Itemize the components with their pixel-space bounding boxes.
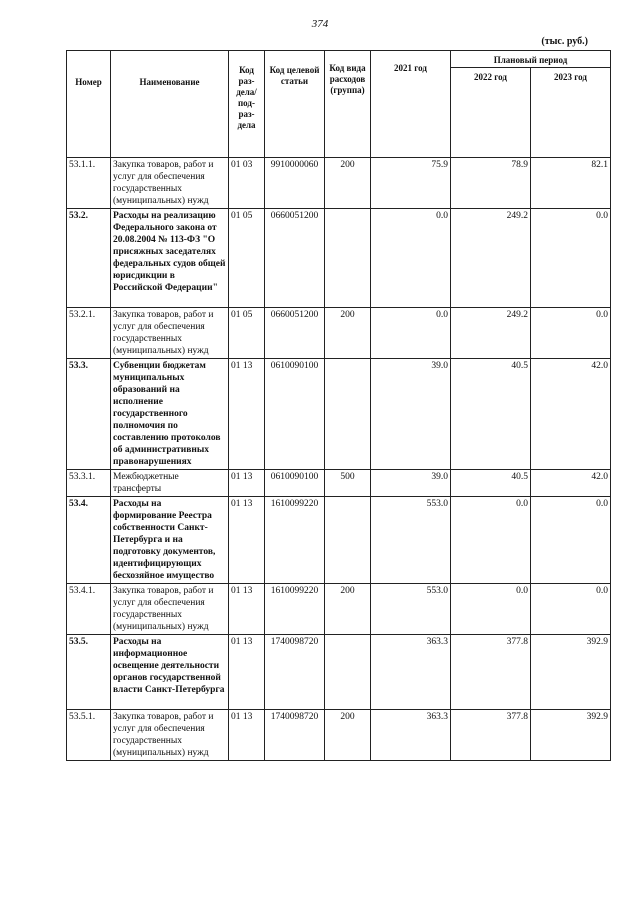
table-row bbox=[67, 710, 611, 761]
header-expense: Код вида расходов (группа) bbox=[325, 51, 371, 158]
row-2021: 39.0 bbox=[371, 359, 451, 470]
row-section: 01 13 bbox=[229, 470, 265, 497]
header-name: Наименование bbox=[111, 51, 229, 158]
row-section: 01 13 bbox=[229, 359, 265, 470]
table-row bbox=[67, 209, 611, 308]
row-2022: 377.8 bbox=[451, 635, 531, 710]
row-2021: 39.0 bbox=[371, 470, 451, 497]
row-section: 01 13 bbox=[229, 584, 265, 635]
table-row bbox=[67, 308, 611, 359]
header-section: Код раз-дела/ под-раз-дела bbox=[229, 51, 265, 158]
header-2022: 2022 год bbox=[451, 68, 531, 158]
row-number: 53.4. bbox=[67, 497, 111, 584]
row-section: 01 05 bbox=[229, 209, 265, 308]
row-name: Закупка товаров, работ и услуг для обеспечения государственных (муниципальных) нужд bbox=[111, 308, 229, 359]
row-2022: 377.8 bbox=[451, 710, 531, 761]
row-section: 01 13 bbox=[229, 497, 265, 584]
row-section: 01 13 bbox=[229, 635, 265, 710]
row-2022: 78.9 bbox=[451, 158, 531, 209]
row-number: 53.3.1. bbox=[67, 470, 111, 497]
row-section: 01 03 bbox=[229, 158, 265, 209]
row-expense: 200 bbox=[325, 710, 371, 761]
table-body bbox=[67, 158, 611, 761]
table-row bbox=[67, 158, 611, 209]
row-number: 53.2.1. bbox=[67, 308, 111, 359]
table-row bbox=[67, 635, 611, 710]
row-2021: 0.0 bbox=[371, 209, 451, 308]
row-target: 0610090100 bbox=[265, 470, 325, 497]
row-2023: 392.9 bbox=[531, 710, 611, 761]
row-number: 53.1.1. bbox=[67, 158, 111, 209]
row-target: 1610099220 bbox=[265, 584, 325, 635]
row-target: 0610090100 bbox=[265, 359, 325, 470]
row-2023: 42.0 bbox=[531, 470, 611, 497]
row-2022: 249.2 bbox=[451, 308, 531, 359]
row-expense: 200 bbox=[325, 158, 371, 209]
row-2023: 0.0 bbox=[531, 584, 611, 635]
row-target: 1740098720 bbox=[265, 710, 325, 761]
table-row bbox=[67, 497, 611, 584]
header-2021: 2021 год bbox=[371, 51, 451, 158]
row-2021: 363.3 bbox=[371, 635, 451, 710]
row-2023: 82.1 bbox=[531, 158, 611, 209]
row-2021: 363.3 bbox=[371, 710, 451, 761]
units-label: (тыс. руб.) bbox=[541, 36, 588, 47]
header-target: Код целевой статьи bbox=[265, 51, 325, 158]
row-number: 53.5.1. bbox=[67, 710, 111, 761]
row-expense bbox=[325, 359, 371, 470]
row-2023: 0.0 bbox=[531, 209, 611, 308]
row-name: Расходы на реализацию Федерального закона от 20.08.2004 № 113-ФЗ "О присяжных заседателях федеральных судов общей юрисдикции в Российской Федерации" bbox=[111, 209, 229, 308]
row-2021: 0.0 bbox=[371, 308, 451, 359]
row-number: 53.2. bbox=[67, 209, 111, 308]
row-2022: 40.5 bbox=[451, 470, 531, 497]
row-target: 1740098720 bbox=[265, 635, 325, 710]
header-2023: 2023 год bbox=[531, 68, 611, 158]
row-number: 53.4.1. bbox=[67, 584, 111, 635]
row-name: Закупка товаров, работ и услуг для обеспечения государственных (муниципальных) нужд bbox=[111, 710, 229, 761]
row-name: Закупка товаров, работ и услуг для обеспечения государственных (муниципальных) нужд bbox=[111, 584, 229, 635]
row-2021: 553.0 bbox=[371, 497, 451, 584]
row-expense: 200 bbox=[325, 308, 371, 359]
row-name: Межбюджетные трансферты bbox=[111, 470, 229, 497]
table-row bbox=[67, 470, 611, 497]
row-target: 1610099220 bbox=[265, 497, 325, 584]
row-2023: 392.9 bbox=[531, 635, 611, 710]
row-2021: 553.0 bbox=[371, 584, 451, 635]
row-number: 53.5. bbox=[67, 635, 111, 710]
row-2023: 42.0 bbox=[531, 359, 611, 470]
header-planned: Плановый период bbox=[451, 51, 611, 68]
row-2022: 249.2 bbox=[451, 209, 531, 308]
row-target: 0660051200 bbox=[265, 308, 325, 359]
header-number: Номер bbox=[67, 51, 111, 158]
row-2022: 40.5 bbox=[451, 359, 531, 470]
row-name: Расходы на информационное освещение деятельности органов государственной власти Санкт-Петербурга bbox=[111, 635, 229, 710]
row-2021: 75.9 bbox=[371, 158, 451, 209]
row-name: Закупка товаров, работ и услуг для обеспечения государственных (муниципальных) нужд bbox=[111, 158, 229, 209]
row-2023: 0.0 bbox=[531, 497, 611, 584]
row-2022: 0.0 bbox=[451, 497, 531, 584]
row-section: 01 05 bbox=[229, 308, 265, 359]
row-section: 01 13 bbox=[229, 710, 265, 761]
budget-table bbox=[66, 50, 611, 761]
row-expense bbox=[325, 635, 371, 710]
row-target: 9910000060 bbox=[265, 158, 325, 209]
table-row bbox=[67, 584, 611, 635]
row-expense: 500 bbox=[325, 470, 371, 497]
row-expense: 200 bbox=[325, 584, 371, 635]
row-2022: 0.0 bbox=[451, 584, 531, 635]
row-target: 0660051200 bbox=[265, 209, 325, 308]
row-name: Субвенции бюджетам муниципальных образований на исполнение государственного полномочия по составлению протоколов об административных правонарушениях bbox=[111, 359, 229, 470]
row-number: 53.3. bbox=[67, 359, 111, 470]
row-expense bbox=[325, 209, 371, 308]
row-expense bbox=[325, 497, 371, 584]
table-row bbox=[67, 359, 611, 470]
page-number: 374 bbox=[311, 18, 329, 30]
row-name: Расходы на формирование Реестра собственности Санкт-Петербурга и на подготовку документов, идентифицирующих бесхозяйное имущество bbox=[111, 497, 229, 584]
table-header bbox=[67, 51, 611, 158]
row-2023: 0.0 bbox=[531, 308, 611, 359]
